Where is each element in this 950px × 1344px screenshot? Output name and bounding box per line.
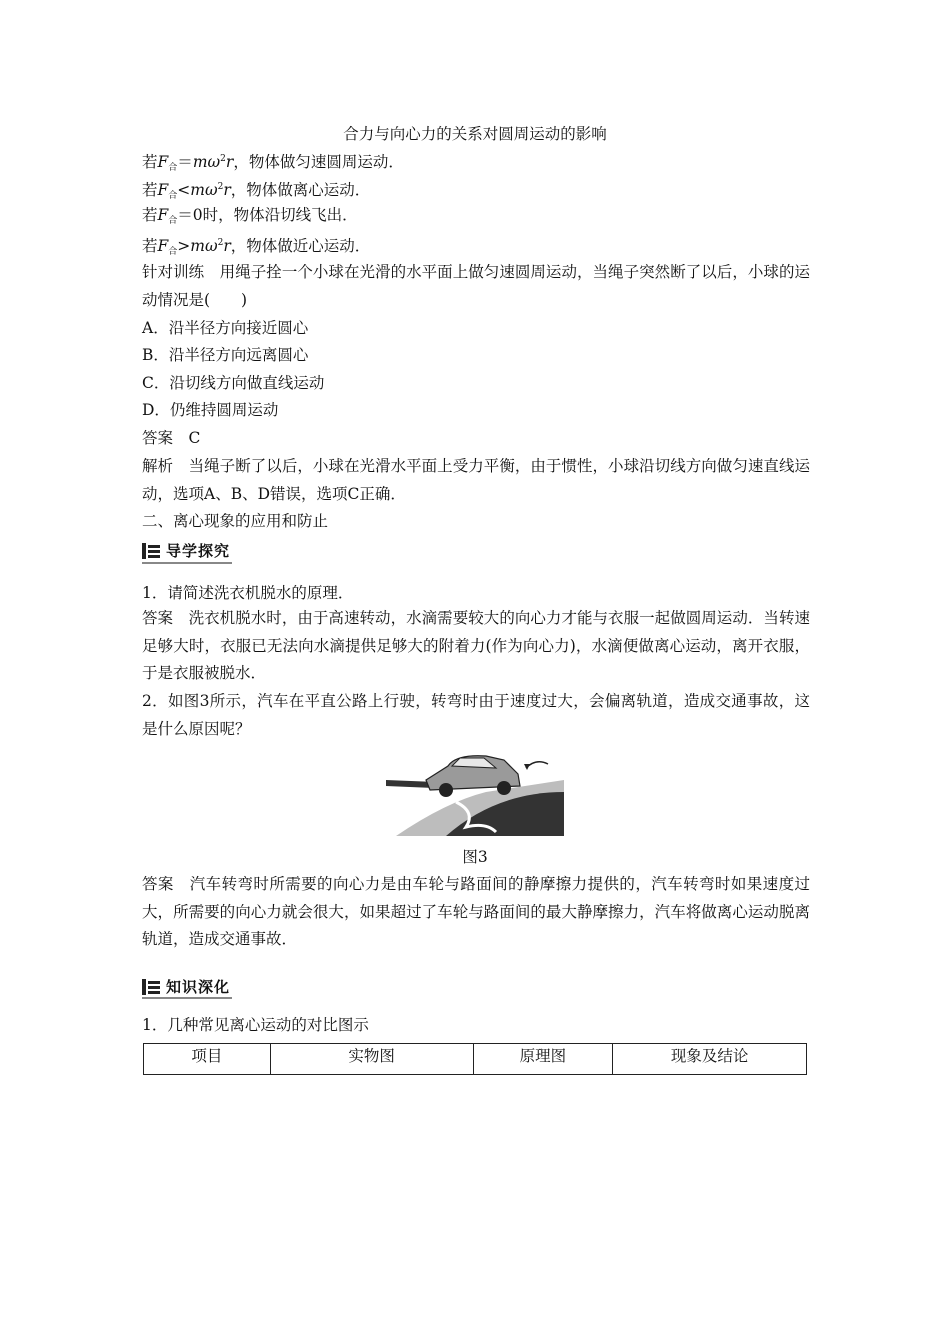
figure-caption: 图3 bbox=[462, 848, 488, 866]
front-wheel bbox=[439, 783, 453, 797]
table-header-cell: 实物图 bbox=[270, 1044, 473, 1075]
option-c: C．沿切线方向做直线运动 bbox=[142, 374, 325, 392]
option-d: D．仍维持圆周运动 bbox=[142, 401, 279, 419]
section-heading-2: 二、离心现象的应用和防止 bbox=[142, 512, 329, 530]
knowledge-section-label: 知识深化 bbox=[166, 978, 231, 996]
answer-1: 答案 洗衣机脱水时，由于高速转动，水滴需要较大的向心力才能与衣服一起做圆周运动．当转速足够大时，衣服已无法向水滴提供足够大的附着力(作为向心力)，水滴便做离心运动，离开衣服，于是衣服被脱水． bbox=[142, 609, 810, 682]
list-section-icon bbox=[142, 979, 160, 995]
section-divider bbox=[142, 997, 232, 999]
motion-arrowhead bbox=[524, 764, 530, 770]
table-header-cell: 原理图 bbox=[473, 1044, 613, 1075]
condition-line-1: 若$F_合=m\omega^2r$，物体做匀速圆周运动． bbox=[142, 153, 404, 173]
knowledge-section-header bbox=[142, 976, 230, 997]
list-section-icon bbox=[142, 543, 160, 559]
option-a: A．沿半径方向接近圆心 bbox=[142, 319, 309, 337]
rear-wheel bbox=[497, 781, 511, 795]
answer-2: 答案 汽车转弯时所需要的向心力是由车轮与路面间的静摩擦力提供的，汽车转弯时如果速度过大，所需要的向心力就会很大，如果超过了车轮与路面间的最大静摩擦力，汽车将做离心运动脱离轨道，造成交通事故． bbox=[142, 875, 810, 948]
option-b: B．沿半径方向远离圆心 bbox=[142, 346, 309, 364]
condition-line-2: 若$F_合<m\omega^2r$，物体做离心运动． bbox=[142, 181, 371, 201]
comparison-table bbox=[143, 1043, 807, 1075]
condition-line-3: 若$F_合=0$时，物体沿切线飞出． bbox=[142, 206, 358, 226]
practice-analysis: 解析 当绳子断了以后，小球在光滑水平面上受力平衡，由于惯性，小球沿切线方向做匀速直线运动，选项A、B、D错误，选项C正确． bbox=[142, 457, 810, 503]
practice-question: 针对训练 用绳子拴一个小球在光滑的水平面上做匀速圆周运动，当绳子突然断了以后，小球的运动情况是( ) bbox=[142, 263, 810, 309]
practice-answer: 答案 C bbox=[142, 429, 201, 447]
table-header-cell: 现象及结论 bbox=[613, 1044, 807, 1075]
condition-line-4: 若$F_合>m\omega^2r$，物体做近心运动． bbox=[142, 237, 371, 257]
table-header-row bbox=[144, 1044, 807, 1075]
car-turning-figure bbox=[386, 752, 564, 836]
guide-section-header bbox=[142, 540, 230, 561]
question-2: 2．如图3所示，汽车在平直公路上行驶，转弯时由于速度过大，会偏离轨道，造成交通事故，这是什么原因呢？ bbox=[142, 692, 810, 738]
section-title: 合力与向心力的关系对圆周运动的影响 bbox=[343, 125, 607, 143]
list-title: 1．几种常见离心运动的对比图示 bbox=[142, 1016, 369, 1034]
guide-section-label: 导学探究 bbox=[166, 542, 231, 560]
section-divider bbox=[142, 562, 232, 564]
question-1: 1．请简述洗衣机脱水的原理． bbox=[142, 584, 354, 602]
table-header-cell: 项目 bbox=[144, 1044, 271, 1075]
